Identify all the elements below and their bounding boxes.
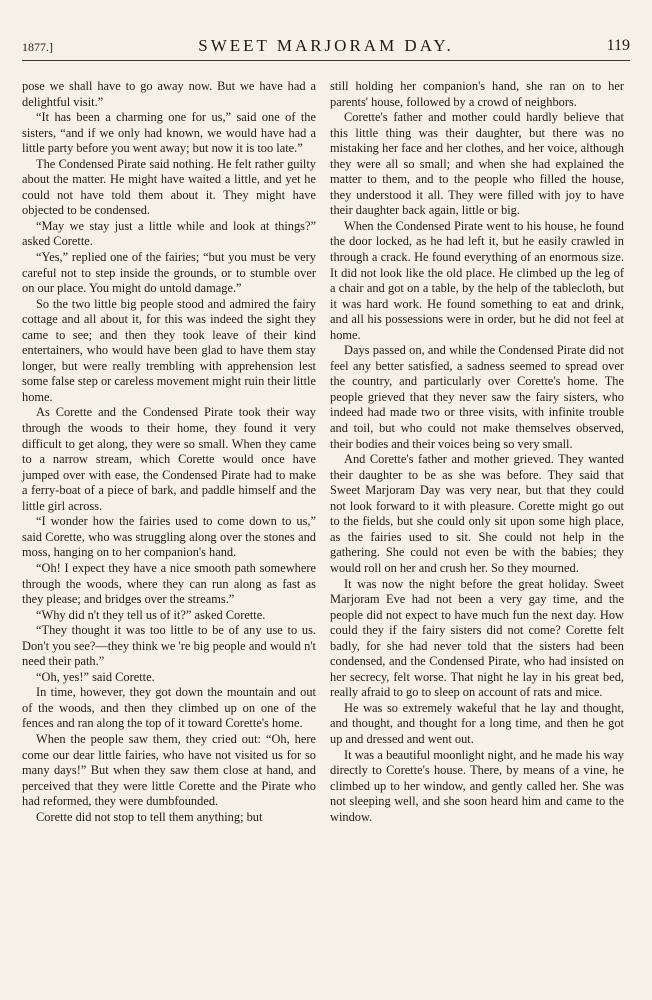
paragraph: Corette did not stop to tell them anything; but	[36, 809, 263, 824]
paragraph: Corette's father and mother could hardly believe that this little thing was their daughter, but there was no mistaking her face and her clothes, and her voice, although they were all so small; and when she had explained the matter to them, and to the people who filled the house, they understood it all. They were filled with joy to have their daughter back again, little or big.	[330, 110, 624, 218]
paragraph: It was a beautiful moonlight night, and he made his way directly to Corette's house. There, by means of a vine, he climbed up to her window, and gently called her. She was not sleeping well, and she soon heard him and came to the window.	[330, 747, 624, 824]
paragraph: As Corette and the Condensed Pirate took their way through the woods to their home, they found it very difficult to get along, they were so small. When they came to a narrow stream, which Corette would once have jumped over with ease, the Condensed Pirate had to make a ferry-boat of a piece of bark, and paddle himself and the little girl across.	[22, 405, 316, 513]
right-column	[330, 79, 624, 825]
header-title: SWEET MARJORAM DAY.	[198, 36, 454, 55]
paragraph: “Yes,” replied one of the fairies; “but you must be very careful not to step inside the grounds, or to stumble over on our place. You might do untold damage.”	[22, 250, 316, 296]
page-number: 119	[606, 37, 630, 54]
paragraph: pose we shall have to go away now. But we have had a delightful visit.”	[22, 79, 316, 109]
header-year: 1877.]	[22, 40, 53, 54]
paragraph: He was so extremely wakeful that he lay and thought, and thought, and thought for a long time, and then he got up and dressed and went out.	[330, 700, 624, 746]
header-rule	[22, 60, 630, 61]
paragraph: The Condensed Pirate said nothing. He felt rather guilty about the matter. He might have waited a little, and yet he could not have told them about it. They might have objected to be condensed.	[22, 156, 316, 218]
paragraph: still holding her companion's hand, she ran on to her parents' house, followed by a crowd of neighbors.	[330, 79, 624, 109]
paragraph: And Corette's father and mother grieved. They wanted their daughter to be as she was before. They said that Sweet Marjoram Day was very near, but that they could not look forward to it with pleasure. Corette might go out to the fields, but she could only sit upon some high place, as the fairies used to sit. She could not help in the gathering. She could not even be with the babies; they would roll on her and crush her. So they mourned.	[330, 452, 624, 575]
paragraph: Days passed on, and while the Condensed Pirate did not feel any better satisfied, a sadness seemed to spread over the country, and particularly over Corette's home. The people grieved that they never saw the fairy sisters, who indeed had made two or three visits, with infinite trouble and toil, but who could not make themselves observed, their bodies and their voices being so very small.	[330, 343, 624, 451]
paragraph: When the people saw them, they cried out: “Oh, here come our dear little fairies, who have not visited us for so many days!” But when they saw them close at hand, and perceived that they were little Corette and the Pirate who had reformed, they were dumbfounded.	[22, 731, 316, 809]
running-header	[22, 36, 630, 58]
left-column	[22, 79, 316, 825]
paragraph: “Why did n't they tell us of it?” asked Corette.	[36, 607, 266, 622]
paragraph: “It has been a charming one for us,” said one of the sisters, “and if we only had known, we would have had a little party before you went away; but now it is too late.”	[22, 110, 316, 156]
paragraph: So the two little big people stood and admired the fairy cottage and all about it, for this was indeed the sight they came to see; and then they took leave of their kind entertainers, who would have been glad to have them stay longer, but were really trembling with apprehension lest some false step or careless movement might ruin their little home.	[22, 296, 316, 404]
paragraph: “I wonder how the fairies used to come down to us,” said Corette, who was struggling along over the stones and moss, hanging on to her companion's hand.	[22, 514, 316, 560]
paragraph: When the Condensed Pirate went to his house, he found the door locked, as he had left it, but he easily crawled in through a crack. He found everything of an enormous size. It did not look like the old place. He climbed up the leg of a chair and got on a table, by the help of the tablecloth, but it was hard work. He found something to eat and drink, and all his possessions were in order, but he did not feel at home.	[330, 218, 624, 342]
paragraph: “May we stay just a little while and look at things?” asked Corette.	[22, 218, 316, 249]
paragraph: “Oh, yes!” said Corette.	[36, 669, 155, 684]
paragraph: “Oh! I expect they have a nice smooth path somewhere through the woods, where they can run along as fast as they please; and bridges over the streams.”	[22, 560, 316, 607]
paragraph: “They thought it was too little to be of any use to us. Don't you see?—they think we 're big people and would n't need their path.”	[22, 623, 316, 669]
paragraph: In time, however, they got down the mountain and out of the woods, and then they climbed up on one of the fences and ran along the top of it toward Corette's home.	[22, 685, 316, 731]
paragraph: It was now the night before the great holiday. Sweet Marjoram Eve had not been a very gay time, and the people did not expect to have much fun the next day. How could they if the fairy sisters did not come? Corette felt badly, for she had never told that the sisters had been condensed, and the Condensed Pirate, who had insisted on her secrecy, felt worse. That night he lay in his great bed, really afraid to go to sleep on account of rats and mice.	[330, 576, 624, 700]
